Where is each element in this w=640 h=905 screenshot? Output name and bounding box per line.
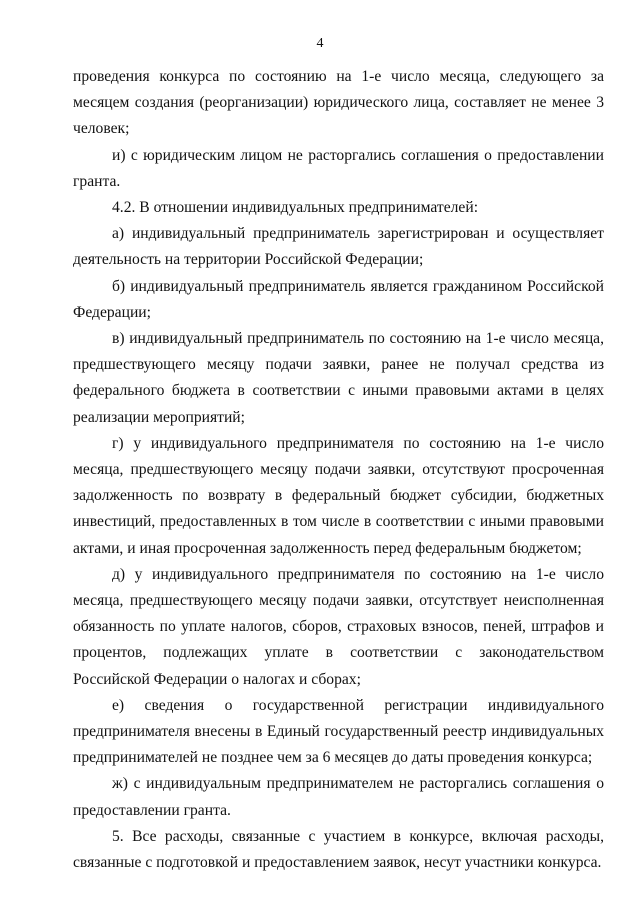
paragraph-item-d: д) у индивидуального предпринимателя по состоянию на 1-е число месяца, предшествующего месяцу подачи заявки, отсутствует неисполненная обязанность по уплате налогов, сборов, страховых взносов, пеней, штрафов и процентов, подлежащих уплате в соответствии с законодательством Российской Федерации о налогах и сборах; — [73, 565, 604, 688]
paragraph-section-4-2: 4.2. В отношении индивидуальных предпринимателей: — [112, 199, 479, 217]
paragraph-section-5: 5. Все расходы, связанные с участием в конкурсе, включая расходы, связанные с подготовкой и предоставлением заявок, несут участники конкурса. — [73, 827, 604, 872]
document-body — [73, 64, 604, 876]
paragraph-continuation: проведения конкурса по состоянию на 1-е число месяца, следующего за месяцем создания (реорганизации) юридического лица, составляет не менее 3 человек; — [73, 68, 604, 138]
page-number: 4 — [316, 36, 324, 51]
paragraph-item-i: и) с юридическим лицом не расторгались соглашения о предоставлении гранта. — [73, 146, 604, 190]
paragraph-item-a: а) индивидуальный предприниматель зарегистрирован и осуществляет деятельность на территории Российской Федерации; — [73, 225, 604, 269]
paragraph-item-b: б) индивидуальный предприниматель является гражданином Российской Федерации; — [73, 277, 604, 321]
paragraph-item-e: е) сведения о государственной регистрации индивидуального предпринимателя внесены в Единый государственный реестр индивидуальных предпринимателей не позднее чем за 6 месяцев до даты проведения конкурса; — [73, 696, 604, 767]
paragraph-item-v: в) индивидуальный предприниматель по состоянию на 1-е число месяца, предшествующего месяцу подачи заявки, ранее не получал средства из федерального бюджета в соответствии с иными правовыми актами в целях реализации мероприятий; — [73, 330, 604, 426]
paragraph-item-zh: ж) с индивидуальным предпринимателем не расторгались соглашения о предоставлении гранта. — [73, 775, 604, 819]
paragraph-item-g: г) у индивидуального предпринимателя по состоянию на 1-е число месяца, предшествующего месяцу подачи заявки, отсутствуют просроченная задолженность по возврату в федеральный бюджет субсидии, бюджетных инвестиций, предоставленных в том числе в соответствии с иными правовыми актами, и иная просроченная задолженность перед федеральным бюджетом; — [73, 434, 604, 557]
